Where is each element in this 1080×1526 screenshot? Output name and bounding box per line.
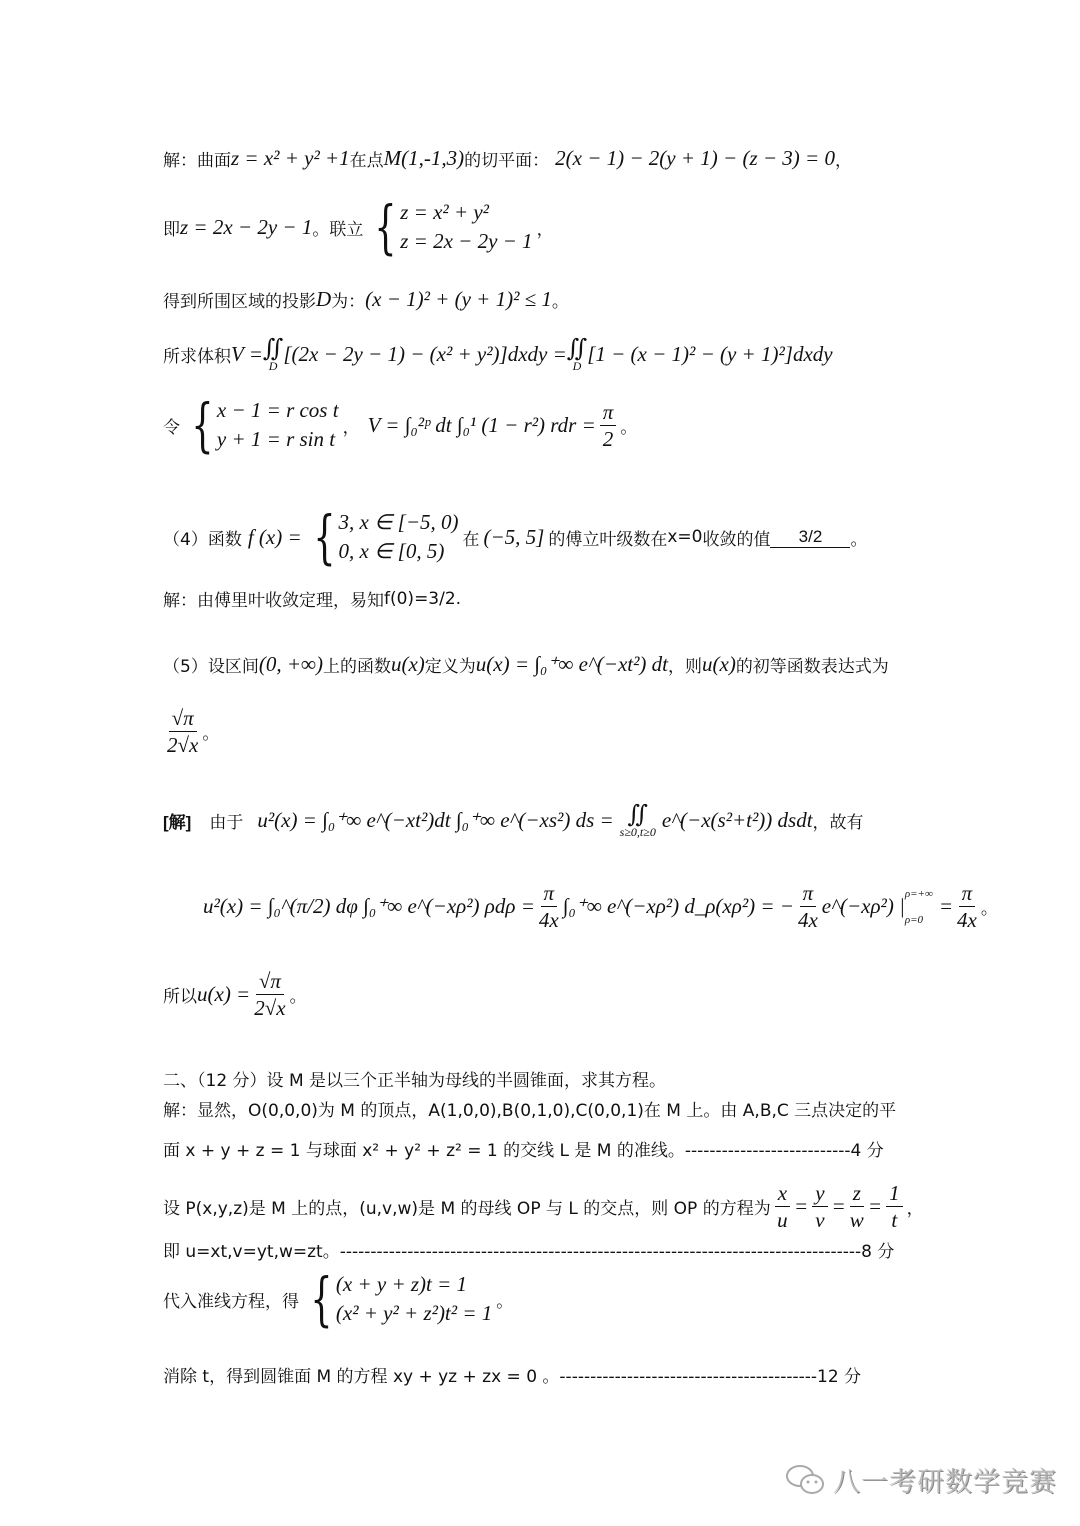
text: 即 xyxy=(163,219,180,240)
question-5-solution-2 xyxy=(203,880,998,933)
text: 的初等函数表达式为 xyxy=(735,657,889,677)
text: 上的函数 xyxy=(322,657,391,677)
math: [(2x − 2y − 1) − (x² + y²)]dxdy = xyxy=(283,341,567,366)
numerator: π xyxy=(541,880,558,907)
problem-2-solution-4 xyxy=(163,1237,894,1262)
math: u²(x) = ∫₀^(π/2) dφ ∫₀⁺∞ e^(−xρ²) ρdρ = xyxy=(203,894,535,918)
question-5 xyxy=(163,652,889,677)
text: 为： xyxy=(331,292,366,312)
solution-line-projection xyxy=(163,287,569,312)
question-4-solution xyxy=(163,586,461,611)
math: y + 1 = r sin t xyxy=(216,427,336,451)
denominator: w xyxy=(849,1208,864,1232)
text: 。 xyxy=(551,292,569,312)
math: (0, +∞) xyxy=(258,652,323,676)
math: u(x) xyxy=(390,652,425,676)
text: 的切平面： xyxy=(464,151,550,171)
fraction xyxy=(957,880,977,933)
text: （5）设区间 xyxy=(163,657,259,677)
math: u²(x) = ∫₀⁺∞ e^(−xt²)dt ∫₀⁺∞ e^(−xs²) ds = xyxy=(257,807,614,832)
math: z = x² + y² +1 xyxy=(231,146,350,170)
denominator: 2√x xyxy=(254,996,286,1020)
problem-2-solution-2 xyxy=(163,1136,884,1161)
math: e^(−xρ²) | xyxy=(821,894,905,918)
fraction xyxy=(850,1180,864,1233)
solution-line-polar xyxy=(163,391,638,459)
numerator: π xyxy=(959,880,976,907)
wechat-icon xyxy=(785,1463,827,1497)
fraction xyxy=(539,880,559,933)
math: e^(−x(s²+t²)) dsdt xyxy=(661,807,813,832)
subscript: s≥0,t≥0 xyxy=(619,825,656,839)
numerator: z xyxy=(850,1180,864,1207)
text: ，故有 xyxy=(812,812,864,833)
text: 即 u=xt,v=yt,w=zt。 xyxy=(163,1242,340,1262)
text: ， xyxy=(834,151,852,171)
numerator: x xyxy=(775,1180,790,1207)
math: V = xyxy=(231,341,263,366)
fraction xyxy=(886,1180,903,1233)
text: （4）函数 xyxy=(163,529,242,550)
math: = xyxy=(867,1194,883,1218)
equation-system: { z = x² + y² z = 2x − 2y − 1 xyxy=(374,193,533,261)
fraction xyxy=(812,1180,827,1233)
numerator: 1 xyxy=(886,1180,903,1207)
score-marker: ------------------------------------------12 分 xyxy=(559,1367,862,1387)
math: V = ∫₀²ᵖ dt ∫₀¹ (1 − r²) rdr = xyxy=(367,412,596,437)
double-integral: ∬ xyxy=(627,802,648,828)
math: = xyxy=(831,1194,846,1218)
fraction xyxy=(254,968,285,1021)
numerator: π xyxy=(600,399,617,426)
problem-2-solution-6 xyxy=(163,1362,861,1387)
fraction xyxy=(167,705,198,758)
text: 。 xyxy=(980,899,998,919)
question-5-conclusion xyxy=(163,968,307,1021)
answer-blank: 3/2 xyxy=(770,527,850,548)
denominator: 2√x xyxy=(167,733,199,757)
numerator: π xyxy=(800,880,817,907)
question-5-answer xyxy=(163,705,219,758)
text: 解：曲面 xyxy=(163,151,231,171)
upper-limit: ρ=+∞ xyxy=(904,887,933,900)
solution-label: [解] xyxy=(163,812,192,832)
numerator: y xyxy=(812,1180,827,1207)
text: 所求体积 xyxy=(163,346,231,367)
numerator: √π xyxy=(169,705,197,732)
text: ，则 xyxy=(668,657,702,677)
text: 。 xyxy=(620,417,638,438)
lower-limit: ρ=0 xyxy=(904,913,924,926)
math: D xyxy=(316,287,332,311)
math: (x − 1)² + (y + 1)² ≤ 1 xyxy=(365,287,552,311)
equation-system: { x − 1 = r cos t y + 1 = r sin t xyxy=(191,391,339,459)
text: 面 x + y + z = 1 与球面 x² + y² + z² = 1 的交线 L 是 M 的准线。 xyxy=(163,1141,685,1161)
score-marker: ---------------------------4 分 xyxy=(684,1141,884,1161)
text: 。 xyxy=(202,724,220,744)
solution-line-tangent-plane xyxy=(163,146,852,171)
math: (x + y + z)t = 1 xyxy=(335,1272,468,1296)
text: 的傅立叶级数在 xyxy=(548,529,668,550)
math: z = 2x − 2y − 1 xyxy=(180,214,313,239)
text: ， xyxy=(906,1199,924,1219)
math: = xyxy=(938,894,953,918)
denominator: 4x xyxy=(956,908,977,932)
denominator: v xyxy=(815,1208,825,1232)
text: 收敛的值 xyxy=(702,529,771,550)
text: 定义为 xyxy=(424,657,476,677)
math: x − 1 = r cos t xyxy=(216,398,339,422)
solution-line-volume xyxy=(163,334,833,374)
text: 。 xyxy=(850,529,868,550)
denominator: t xyxy=(891,1208,898,1232)
fraction xyxy=(600,399,617,452)
text: 。 xyxy=(289,987,307,1007)
numerator: √π xyxy=(256,968,284,995)
double-integral: ∬ xyxy=(566,336,588,362)
text: 消除 t，得到圆锥面 M 的方程 xy + yz + zx = 0 。 xyxy=(163,1367,560,1387)
math: [1 − (x − 1)² − (y + 1)²]dxdy xyxy=(587,341,833,366)
text: 解：由傅里叶收敛定理，易知 xyxy=(163,591,384,611)
text: f(0)=3/2. xyxy=(384,588,462,609)
math: = xyxy=(794,1194,809,1218)
text: 在点 xyxy=(349,151,384,171)
text: 设 P(x,y,z)是 M 上的点，(u,v,w)是 M 的母线 OP 与 L 的交点，则 OP 的方程为 xyxy=(163,1199,771,1219)
denominator: 4x xyxy=(797,908,818,932)
subscript: D xyxy=(572,359,582,373)
denominator: 4x xyxy=(538,908,559,932)
subscript: D xyxy=(268,359,278,373)
problem-2-solution-3 xyxy=(163,1180,924,1233)
solution-line-system xyxy=(163,193,554,261)
watermark xyxy=(785,1460,1057,1499)
text: 所以 xyxy=(163,987,197,1007)
math: (−5, 5] xyxy=(483,524,545,549)
question-4 xyxy=(163,503,868,571)
text: 代入准线方程，得 xyxy=(163,1291,299,1312)
piecewise: { 3, x ∈ [−5, 0) 0, x ∈ [0, 5) xyxy=(313,503,459,571)
math: u(x) = xyxy=(197,982,251,1006)
math: (x² + y² + z²)t² = 1 xyxy=(335,1301,493,1325)
text: 。 xyxy=(496,1291,514,1312)
math: 3, x ∈ [−5, 0) xyxy=(338,510,459,534)
fraction xyxy=(798,880,818,933)
math: u(x) xyxy=(702,652,736,676)
math: f (x) = xyxy=(247,524,302,549)
math: 2(x − 1) − 2(y + 1) − (z − 3) = 0 xyxy=(555,146,835,170)
problem-2-title: 二、（12 分）设 M 是以三个正半轴为母线的半圆锥面，求其方程。 xyxy=(163,1071,667,1091)
math: z = 2x − 2y − 1 xyxy=(400,229,533,253)
text: 。联立 xyxy=(312,219,364,240)
score-marker: -------------------------------------------------------------------------------------8 分 xyxy=(339,1242,895,1262)
math: 0, x ∈ [0, 5) xyxy=(338,539,445,563)
text: 由于 xyxy=(209,812,244,833)
double-integral: ∬ xyxy=(262,336,284,362)
fraction xyxy=(775,1180,790,1233)
text: ， xyxy=(342,417,360,438)
denominator: u xyxy=(777,1208,788,1232)
watermark-text: 八一考研数学竞赛 xyxy=(833,1467,1057,1498)
text: 令 xyxy=(163,417,180,438)
denominator: 2 xyxy=(602,426,614,451)
problem-2-solution-5 xyxy=(163,1265,514,1333)
math: u(x) = ∫₀⁺∞ e^(−xt²) dt xyxy=(475,652,668,676)
math: ∫₀⁺∞ e^(−xρ²) d_ρ(xρ²) = − xyxy=(562,894,794,918)
text: 得到所围区域的投影 xyxy=(163,292,316,312)
math: z = x² + y² xyxy=(400,200,489,224)
evaluation-limits xyxy=(905,881,933,933)
question-5-solution-1 xyxy=(163,800,864,840)
text: ， xyxy=(536,219,554,240)
problem-2-solution-1: 解：显然，O(0,0,0)为 M 的顶点，A(1,0,0),B(0,1,0),C(0,0,1)在 M 上。由 A,B,C 三点决定的平 xyxy=(163,1101,897,1121)
text: 在 xyxy=(462,529,480,550)
math: M(1,-1,3) xyxy=(383,146,465,170)
equation-system: { (x + y + z)t = 1 (x² + y² + z²)t² = 1 xyxy=(310,1265,493,1333)
text: x=0 xyxy=(667,527,703,547)
